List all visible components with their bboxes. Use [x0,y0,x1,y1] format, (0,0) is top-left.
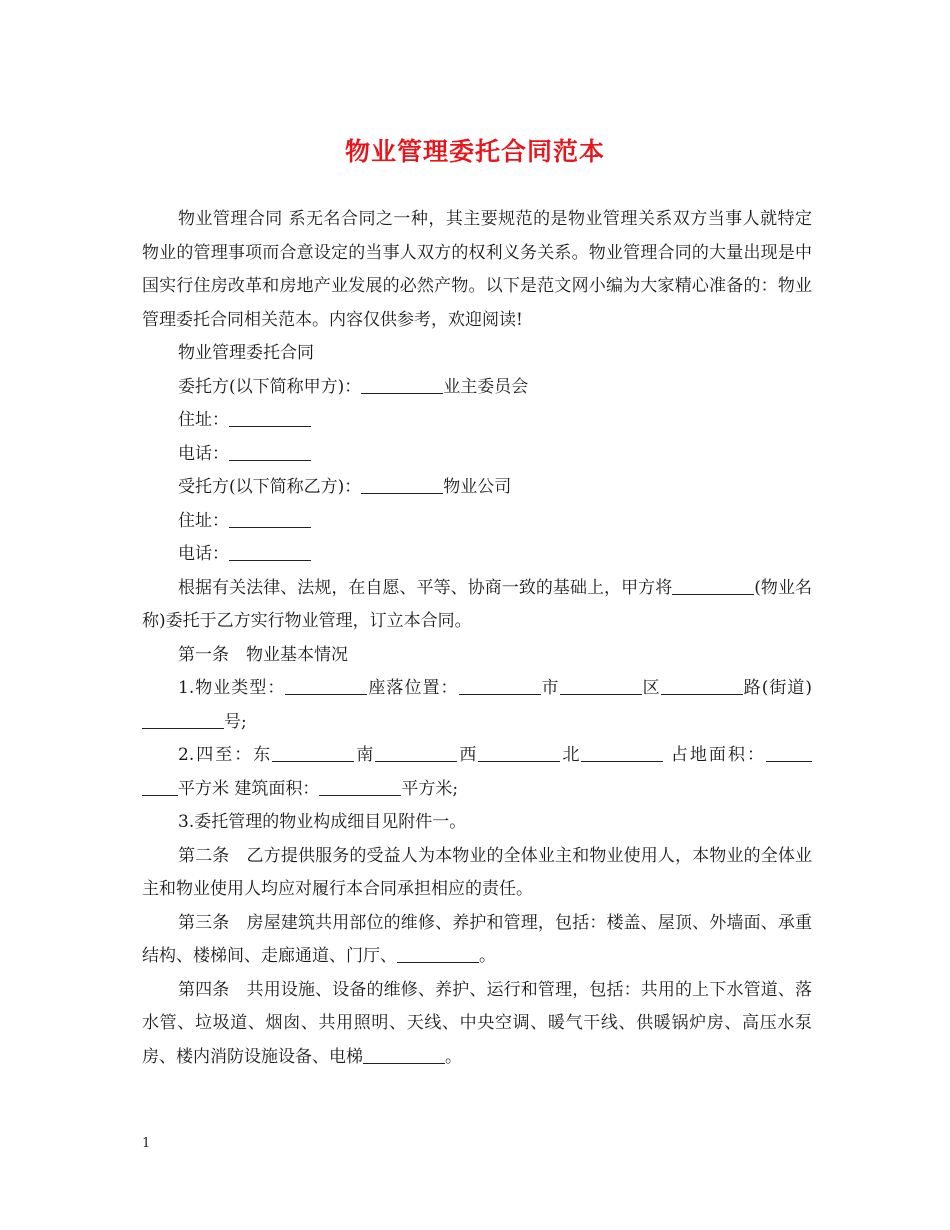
article3-text: 第三条 房屋建筑共用部位的维修、养护和管理，包括：楼盖、屋顶、外墙面、承重结构、楼梯间、走廊通道、门厅、 [142,912,812,966]
fill-blank [459,677,541,695]
fill-blank [766,744,812,762]
item-text: 南 [354,745,376,765]
party-b-line [142,471,812,505]
fill-blank [272,744,354,762]
article4-end: 。 [445,1046,462,1067]
preamble-text: 根据有关法律、法规，在自愿、平等、协商一致的基础上，甲方将 [178,577,673,598]
article4-paragraph [142,974,812,1075]
item-text: 市 [540,678,560,698]
item-text: 1.物业类型： [178,678,286,698]
fill-blank [229,409,311,427]
fill-blank [142,778,178,796]
fill-blank [319,778,401,796]
item-text: 号; [224,711,247,732]
preamble-paragraph [142,572,812,639]
fill-blank [478,744,560,762]
intro-paragraph: 物业管理合同 系无名合同之一种，其主要规范的是物业管理关系双方当事人就特定物业的管理事项而合意设定的当事人双方的权利义务关系。物业管理合同的大量出现是中国实行住房改革和房地产业发展的必然产物。以下是范文网小编为大家精心准备的：物业管理委托合同相关范本。内容仅供参考，欢迎阅读! [142,209,812,330]
party-b-label: 受托方(以下简称乙方)： [178,477,362,497]
fill-blank [397,945,479,963]
item-text: 平方米 建筑面积： [178,778,320,799]
address-label: 住址： [178,510,229,531]
fill-blank [672,577,754,595]
document-body [142,203,812,1074]
fill-blank [285,677,367,695]
preamble-text-cont: (物业名称)委托于乙方实行物业管理，订立本合同。 [142,577,812,631]
page-number: 1 [142,1136,151,1151]
party-a-label: 委托方(以下简称甲方)： [178,376,362,397]
document-title: 物业管理委托合同范本 [344,137,605,166]
article1-item1 [142,672,812,739]
article3-paragraph [142,907,812,974]
fill-blank [142,711,224,729]
party-b-phone [142,538,812,572]
article1-heading: 第一条 物业基本情况 [178,644,348,665]
fill-blank [363,1046,445,1064]
address-label: 住址： [178,410,229,430]
party-a-suffix: 业主委员会 [443,376,529,397]
party-b-address [142,505,812,539]
fill-blank [661,677,743,695]
item-text: 区 [641,678,661,698]
fill-blank [361,376,443,394]
phone-label: 电话： [178,443,229,464]
party-b-suffix: 物业公司 [443,477,512,497]
article2-paragraph: 第二条 乙方提供服务的受益人为本物业的全体业主和物业使用人，本物业的全体业主和物业使用人均应对履行本合同承担相应的责任。 [142,845,812,899]
phone-label: 电话： [178,544,229,564]
party-a-line [142,371,812,405]
fill-blank [229,543,311,561]
article1-item2 [142,739,812,806]
fill-blank [581,744,663,762]
item-text: 占地面积： [663,745,766,765]
item-text: 座落位置： [367,678,459,698]
article1-item3: 3.委托管理的物业构成细目见附件一。 [178,812,467,832]
fill-blank [375,744,457,762]
fill-blank [229,510,311,528]
item-text: 路(街道) [742,678,813,698]
contract-heading: 物业管理委托合同 [178,343,314,363]
item-text: 平方米; [401,778,459,799]
article3-end: 。 [479,946,496,966]
fill-blank [560,677,642,695]
party-a-address [142,404,812,438]
item-text: 西 [457,745,479,765]
item-text: 2.四至：东 [178,745,273,765]
item-text: 北 [560,745,582,765]
fill-blank [229,443,311,461]
fill-blank [361,476,443,494]
article4-text: 第四条 共用设施、设备的维修、养护、运行和管理，包括：共用的上下水管道、落水管、垃圾道、烟囱、共用照明、天线、中央空调、暖气干线、供暖锅炉房、高压水泵房、楼内消防设施设备、电梯 [142,979,812,1067]
party-a-phone [142,438,812,472]
